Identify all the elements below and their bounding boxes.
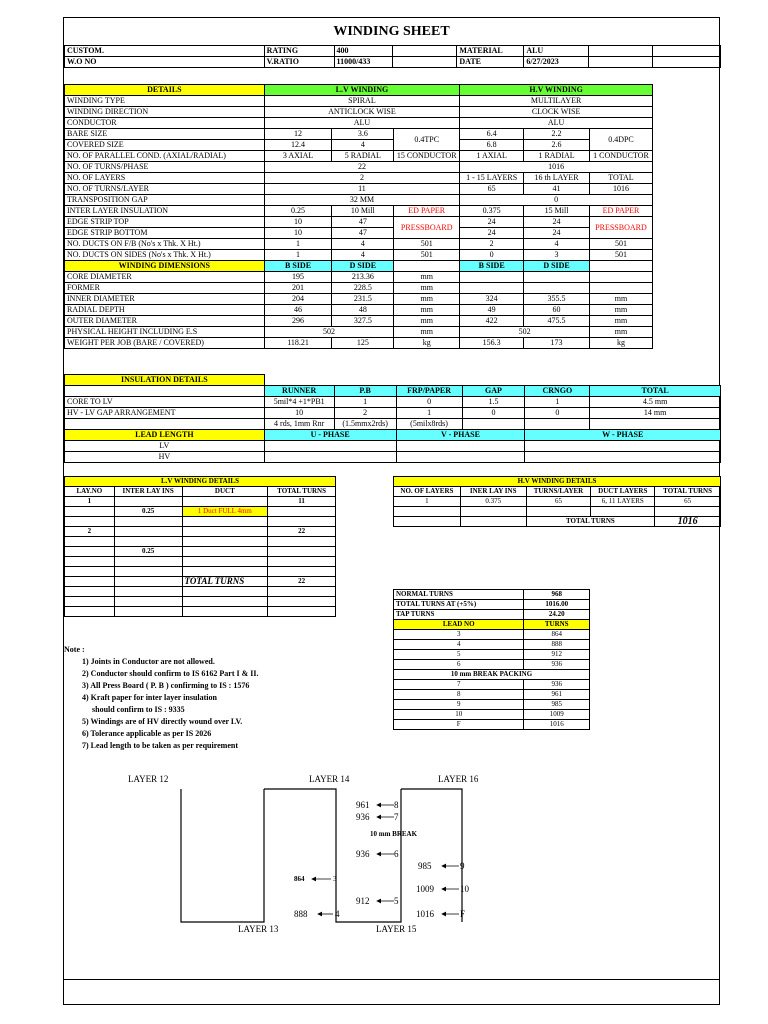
- note-item: 4) Kraft paper for inter layer insulation: [82, 693, 217, 702]
- layer-12-13-outline: [181, 789, 264, 922]
- tap-arrows: [312, 805, 459, 914]
- date-value: 6/27/2023: [524, 57, 589, 68]
- layer-13-label: LAYER 13: [238, 924, 279, 934]
- date-label: DATE: [457, 57, 524, 68]
- layer-14-15-outline: [264, 789, 401, 922]
- break-label: 10 mm BREAK: [370, 830, 418, 838]
- lead-no-head: LEAD NO: [394, 620, 524, 630]
- lv-total-label: TOTAL TURNS: [182, 577, 268, 587]
- pressboard-hv: PRESSBOARD: [589, 217, 652, 239]
- footer-band: [64, 979, 719, 1004]
- lv-winding-head: L.V WINDING: [264, 85, 460, 96]
- lead-10: 10: [460, 884, 469, 894]
- hv-total-value: 1016: [655, 517, 721, 527]
- material-label: MATERIAL: [457, 46, 524, 57]
- tap-936b: 936: [356, 812, 370, 822]
- lead-8: 8: [394, 800, 399, 810]
- layer-16-outline: [401, 789, 462, 922]
- insulation-head: INSULATION DETAILS: [65, 375, 265, 386]
- lead-5: 5: [394, 896, 399, 906]
- lead-3: 3: [333, 875, 337, 883]
- lead-length-head: LEAD LENGTH: [65, 430, 265, 441]
- note-item: 6) Tolerance applicable as per IS 2026: [82, 729, 212, 738]
- tap-1016: 1016: [416, 909, 434, 919]
- row-label: WINDING DIRECTION: [65, 107, 265, 118]
- hv-winding-head: H.V WINDING: [460, 85, 653, 96]
- tap-912: 912: [356, 896, 370, 906]
- layer-16-label: LAYER 16: [438, 774, 479, 784]
- custom-label: CUSTOM.: [65, 46, 265, 57]
- note-item: 3) All Press Board ( P. B ) confirming to IS : 1576: [82, 681, 250, 690]
- rating-label: RATING: [264, 46, 334, 57]
- dimensions-head: WINDING DIMENSIONS: [65, 261, 265, 272]
- lead-7: 7: [394, 812, 399, 822]
- lv-details-head: L.V WINDING DETAILS: [65, 477, 336, 487]
- tap-936a: 936: [356, 849, 370, 859]
- note-item: should confirm to IS : 9335: [82, 705, 185, 714]
- lead-6: 6: [394, 849, 399, 859]
- notes-title: Note :: [64, 645, 85, 654]
- lead-9: 9: [460, 861, 465, 871]
- vratio-label: V.RATIO: [264, 57, 334, 68]
- winding-sheet: [63, 17, 720, 1005]
- tap-table: NORMAL TURNS 968 TOTAL TURNS AT (+5%) 1016.00 TAP TURNS 24.20 LEAD NO TURNS 3 864 4 888 5 912 6 936 10 mm BREAK PACKING 7 936 8 961 9 985 10 1009 F 1016: [393, 589, 590, 730]
- note-item: 7) Lead length to be taken as per requirement: [82, 741, 238, 750]
- note-item: 2) Conductor should confirm to IS 6162 Part I & II.: [82, 669, 259, 678]
- tap-1009: 1009: [416, 884, 434, 894]
- insulation-table: INSULATION DETAILS RUNNER P.B FRP/PAPER GAP CRNGO TOTAL CORE TO LV 5mil*4 +1*PB1 1 0 1.5 1 4.5 mm HV - LV GAP ARRANGEMENT 10 2 1 0 0 14 mm 4 rds, 1mm Rnr (1.5mmx2rds) (5milx8rds) LEAD LENGTH U - PHASE V - PHASE W - PHASE LV HV: [64, 374, 721, 463]
- vratio-value: 11000/433: [334, 57, 392, 68]
- note-item: 5) Windings are of HV directly wound over LV.: [82, 717, 243, 726]
- tap-961: 961: [356, 800, 370, 810]
- hv-total-label: TOTAL TURNS: [526, 517, 655, 527]
- lv-duct-note: 1 Duct FULL 4mm: [182, 507, 268, 517]
- note-item: 1) Joints in Conductor are not allowed.: [82, 657, 215, 666]
- layer-14-label: LAYER 14: [309, 774, 350, 784]
- hv-details-table: H.V WINDING DETAILS NO. OF LAYERS INER LAY INS TURNS/LAYER DUCT LAYERS TOTAL TURNS 1 0.375 65 6, 11 LAYERS 65 TOTAL TURNS 1016: [393, 476, 721, 527]
- lv-details-table: L.V WINDING DETAILS LAY.NO INTER LAY INS DUCT TOTAL TURNS 1 11 0.25 1 Duct FULL 4mm 2 22 0.25 TOTAL TURNS 22: [64, 476, 336, 617]
- row-label: WINDING TYPE: [65, 96, 265, 107]
- details-head: DETAILS: [65, 85, 265, 96]
- page-title: WINDING SHEET: [64, 18, 719, 46]
- break-packing-label: 10 mm BREAK PACKING: [394, 670, 590, 680]
- pressboard-lv: PRESSBOARD: [394, 217, 460, 239]
- tap-864: 864: [294, 875, 305, 883]
- tap-985: 985: [418, 861, 432, 871]
- layer-diagram: [64, 18, 721, 1006]
- material-value: ALU: [524, 46, 589, 57]
- tap-888: 888: [294, 909, 308, 919]
- turns-head: TURNS: [524, 620, 590, 630]
- lead-4: 4: [335, 909, 340, 919]
- layer-12-label: LAYER 12: [128, 774, 169, 784]
- rating-value: 400: [334, 46, 392, 57]
- row-label: CONDUCTOR: [65, 118, 265, 129]
- details-table: DETAILS L.V WINDING H.V WINDING WINDING TYPE SPIRAL MULTILAYER WINDING DIRECTION ANTICLOCK WISE CLOCK WISE CONDUCTOR ALU ALU BARE SIZE 12 3.6 0.4TPC 6.4 2.2 0.4DPC COVERED SIZE 12.4 4 6.8 2.6 NO. OF PARALLEL COND. (AXIAL/RADIAL) 3 AXIAL 5 RADIAL 15 CONDUCTOR 1 AXIAL 1 RADIAL 1 CONDUCTOR NO. OF TURNS/PHASE 22 1016 NO. OF LAYERS 2 1 - 15 LAYERS 16 th LAYER TOTAL NO. OF TURNS/LAYER 11 65 41 1016 TRANSPOSITION GAP 32 MM 0 INTER LAYER INSULATION 0.25 10 Mill ED PAPER 0.375 15 Mill ED PAPER EDGE STRIP TOP 10 47 PRESSBOARD 24 24 PRESSBOARD EDGE STRIP BOTTOM 10 47 24 24 NO. DUCTS ON F/B (No's x Thk. X Ht.) 1 4 501 2 4 501 NO. DUCTS ON SIDES (No's x Thk. X Ht.) 1 4 501 0 3 501 WINDING DIMENSIONS B SIDE D SIDE B SIDE D SIDE CORE DIAMETER 195 213.36 mm FORMER 201 228.5 mm INNER DIAMETER 204 231.5 mm 324 355.5 mm RADIAL DEPTH 46 48 mm 49 60 mm OUTER DIAMETER 296 327.5 mm 422 475.5 mm PHYSICAL HEIGHT INCLUDING E.S 502 mm 502 mm WEIGHT PER JOB (BARE / COVERED) 118.21 125 kg 156.3 173 kg: [64, 84, 653, 349]
- hv-details-head: H.V WINDING DETAILS: [394, 477, 721, 487]
- wono-label: W.O NO: [65, 57, 265, 68]
- lead-f: F: [460, 909, 466, 919]
- layer-15-label: LAYER 15: [376, 924, 417, 934]
